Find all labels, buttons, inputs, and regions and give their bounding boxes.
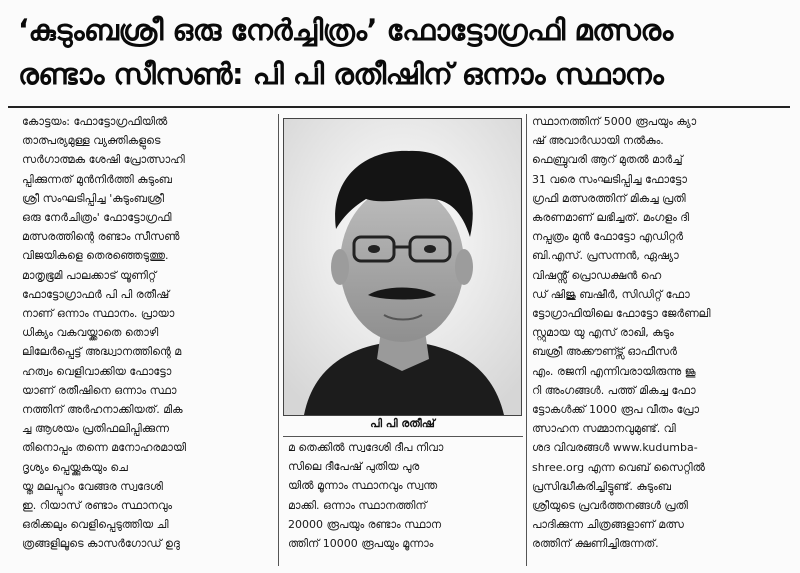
- article-line: മത്സരത്തിന്റെ രണ്ടാം സീസൺ: [22, 230, 180, 244]
- caption-rule: [283, 436, 523, 437]
- article-line: ച്ച ആശയം പ്രതിഫലിപ്പിക്കുന്ന: [22, 422, 170, 436]
- article-column-2: [288, 438, 518, 568]
- article-line: ട്ടോഗ്രാഫിയിലെ ഫോട്ടോ ജേർണലി: [532, 307, 711, 321]
- column-divider-2: [526, 114, 527, 566]
- article-line: കോട്ടയം: ഫോട്ടോഗ്രഫിയിൽ: [22, 115, 168, 128]
- article-line: മാതൃഭൂമി പാലക്കാട് യൂണിറ്റ്: [22, 268, 157, 282]
- article-line: സ്റ്റുമായ യു എസ് രാഖി, കുടും: [532, 326, 674, 340]
- article-line: മാക്കി. ഒന്നാം സ്ഥാനത്തിന്: [288, 498, 427, 512]
- article-line: താത്പര്യമുള്ള വ്യക്തികളുടെ: [22, 134, 161, 148]
- article-line: ധിക്യം വകവയ്ക്കാതെ തൊഴി: [22, 326, 159, 340]
- photo-caption: പി പി രതീഷ്: [370, 417, 435, 430]
- article-line: നാണ് ഒന്നാം സ്ഥാനം. പ്രായാ: [22, 307, 175, 321]
- article-line: റി അംഗങ്ങൾ. പത്ത് മികച്ച ഫോ: [532, 383, 696, 397]
- article-line: ത്സാഹന സമ്മാനവുമുണ്ട്. വി: [532, 422, 676, 436]
- article-line: ഷ് അവാർഡായി നൽകും.: [532, 134, 664, 148]
- article-line: യിൽ മൂന്നാം സ്ഥാനവും സ്വന്ത: [288, 479, 438, 493]
- article-line: ത്തിന് 10000 രൂപയും മൂന്നാം: [288, 537, 434, 551]
- portrait-image: [284, 119, 521, 415]
- article-line: ശ്രീ സംഘടിപ്പിച്ച 'കുടുംബശ്രീ: [22, 191, 164, 205]
- article-line: തിനൊപ്പം തന്നെ മനോഹരമായി: [22, 441, 187, 455]
- article-line: മ തെക്കിൽ സ്വദേശി ദീപ നിവാ: [288, 441, 444, 454]
- article-line: സ്ഥാനത്തിന് 5000 രൂപയും ക്യാ: [532, 115, 697, 128]
- article-line: ദൃശ്യം പ്പെയ്ക്കുകയും ചെ: [22, 460, 128, 474]
- headline-line-1: ‘കുടുംബശ്രീ ഒരു നേർച്ചിത്രം’ ഫോട്ടോഗ്രഫി മത്സരം: [18, 13, 673, 47]
- article-line: shree.org എന്ന വെബ് സൈറ്റിൽ: [532, 460, 705, 474]
- article-line: ഫെബ്രുവരി ആറ് മുതൽ മാർച്ച്: [532, 153, 683, 167]
- article-line: ട്ടോകൾക്ക് 1000 രൂപ വീതം പ്രോ: [532, 403, 700, 417]
- headline-line-2: രണ്ടാം സീസൺ: പി പി രതീഷിന് ഒന്നാം സ്ഥാനം: [18, 57, 664, 91]
- article-line: ശ്രീയുടെ പ്രവർത്തനങ്ങൾ പ്രതി: [532, 499, 688, 513]
- article-line: 20000 രൂപയും രണ്ടാം സ്ഥാന: [288, 517, 442, 531]
- article-line: ഹത്വം വെളിവാക്കിയ ഫോട്ടോ: [22, 364, 172, 378]
- article-line: ഗ്രഫി മത്സരത്തിന് മികച്ച പ്രതി: [532, 191, 686, 205]
- article-line: ഫോട്ടോഗ്രാഫർ പി പി രതീഷ്: [22, 287, 170, 301]
- headline: [18, 8, 788, 96]
- article-line: സർഗാത്മക ശേഷി പ്രോത്സാഹി: [22, 153, 185, 167]
- article-line: ശദ വിവരങ്ങൾ www.kudumba-: [532, 441, 698, 455]
- article-line: 31 വരെ സംഘടിപ്പിച്ച ഫോട്ടോ: [532, 172, 687, 186]
- headline-rule: [8, 106, 790, 108]
- article-line: ഇ. റിയാസ് രണ്ടാം സ്ഥാനവും: [22, 499, 173, 513]
- column-divider-1: [278, 114, 279, 566]
- article-line: സിലെ ദീപേഷ് പുതിയ പുര: [288, 460, 420, 474]
- article-line: ഡ് ഷിജു ബഷീർ, സിഡിറ്റ് ഫോ: [532, 287, 690, 301]
- article-line: രത്തിന് ക്ഷണിച്ചിരുന്നത്.: [532, 537, 659, 551]
- article-line: നത്തിന് അർഹനാക്കിയത്. മിക: [22, 403, 183, 417]
- article-line: യ്ത മലപ്പുറം വേങ്ങര സ്വദേശി: [22, 479, 163, 493]
- article-line: ലിലേർപ്പെട്ട് അദ്ധ്വാനത്തിന്റെ മ: [22, 345, 182, 359]
- article-line: പ്പിക്കുന്നത് മുൻനിർത്തി കുടുംബ: [22, 172, 172, 186]
- article-line: ഒരിക്കലും വെളിപ്പെടുത്തിയ ചി: [22, 518, 169, 532]
- article-line: വിജയികളെ തെരഞ്ഞെടുത്തു.: [22, 249, 169, 263]
- article-line: ഒരു നേർചിത്രം' ഫോട്ടോഗ്രഫി: [22, 211, 172, 225]
- article-line: ബശ്രീ അക്കൗണ്ട്സ് ഓഫീസർ: [532, 345, 677, 359]
- article-line: പാദിക്കുന്ന ചിത്രങ്ങളാണ് മത്സ: [532, 518, 684, 532]
- portrait-photo: [283, 118, 522, 416]
- article-line: എം. രജനി എന്നിവരായിരുന്നു ജൂ: [532, 364, 696, 378]
- article-line: പ്രസിദ്ധീകരിച്ചിട്ടുണ്ട്. കുടുംബ: [532, 479, 671, 493]
- article-line: ത്രങ്ങളിലൂടെ കാസർഗോഡ് ഉദു: [22, 537, 180, 551]
- article-line: നപ്പത്രം മുൻ ഫോട്ടോ എഡിറ്റർ: [532, 230, 684, 244]
- article-column-1: [22, 112, 274, 570]
- article-column-3: [532, 112, 788, 570]
- article-line: യാണ് രതീഷിനെ ഒന്നാം സ്ഥാ: [22, 383, 177, 397]
- article-line: വിഷൻ്സ് പ്രൊഡക്ഷൻ ഹെ: [532, 268, 662, 282]
- article-line: കരണമാണ് ലഭിച്ചത്. മംഗളം ദി: [532, 211, 690, 225]
- article-line: ബി.എസ്. പ്രസന്നൻ, ഏഷ്യാ: [532, 249, 679, 263]
